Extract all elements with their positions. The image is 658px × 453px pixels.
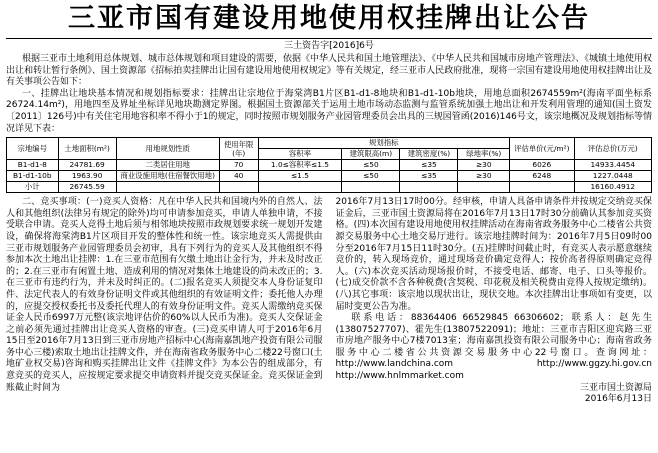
header-price: 评估单价(元/m²)	[510, 138, 575, 160]
header-green: 绿地率(%)	[458, 149, 510, 160]
cell-density: ≤35	[400, 171, 458, 182]
cell-total: 16160.4912	[574, 182, 651, 193]
header-far: 容积率	[258, 149, 342, 160]
header-density: 建筑限高(m)	[342, 149, 400, 160]
cell-price: 6026	[510, 160, 575, 171]
section-two-paragraph: 二、竞买事项：(一)竞买人资格：凡在中华人民共和国境内外的自然人、法人和其他组织(法律另有规定的除外)均可申请参加竞买，申请人单独申请，不接受联合申请。竞买人竞得土地后须与相邻地块按照市政规划要求统一规划开发建设，确保将海棠湾B1片区项目开发的整体性和统一性。该宗地竞买人需提供由三亚市规划服务产业园管理委员会初审，具有下列行为的竞买人及其他组织不得参加本次土地出让挂牌：1.在三亚市范围有欠缴土地出让金行为，并未及时改正的；2.在三亚市有闲置土地、造成利用的情况对集体土地建设的尚未改正的；3.在三亚市有违约行为，并未及时纠正的。(二)报名竞买人须提交本人身份证复印件、法定代表人的有效身份证明文件或其他组织的有效证明文件；委托他人办理的，应提交授权委托书及委托代理人的有效身份证明文件。竞买人需缴纳竞买保证金人民币6997万元整(该宗地评估价的60%以人民币为准)。竞买人交保证金之前必须先通过挂牌出让竞买人资格的审查。(三)竞买申请人可于2016年6月15日至2016年7月13日到三亚市房地产招标中心(海南嘉凯地产投资有限公司服务中心三楼)索取土地出让挂牌文件，并在海南省政务服务中心二楼22号窗口(土地矿业权交易)咨询和购买挂牌出让文件《挂牌文件》为本公告的组成部分，有意竞买的竞买人，应按规定要求提交申请资料并提交竞买保证金。竞买保证金到账截止时间为	[6, 197, 323, 393]
cell-height	[342, 182, 400, 193]
cell-parcel: B1-d1-10b	[7, 171, 59, 182]
contact-paragraph: 联系电话：88364406 66529845 66306602；联系人：赵先生(13807527707)、霍先生(13807522091)；地址：三亚市吉阳区迎宾路三亚市房地产服务中心7楼7013室；海南嘉凯投资有限公司服务中心；海南省政务服务中心二楼省公共资源交易服务中心22号窗口。查询网址：http://www.landchina.com http://www.ggzy.hi.gov.cn http://www.hnlmmarket.com	[335, 313, 652, 382]
announcement-title: 三亚市国有建设用地使用权挂牌出让公告	[68, 3, 590, 34]
table-row-subtotal	[7, 182, 652, 193]
header-planning: 规划指标	[258, 138, 510, 149]
cell-parcel: B1-d1-8	[7, 160, 59, 171]
table-row	[7, 171, 652, 182]
cell-parcel: 小计	[7, 182, 59, 193]
cell-term: 70	[219, 160, 258, 171]
intro-paragraph: 根据三亚市土地利用总体规划、城市总体规划和项目建设的需要，依据《中华人民共和国土地管理法》、《中华人民共和国城市房地产管理法》、《城镇土地使用权出让和转让暂行条例》、国土资源部《招标拍卖挂牌出让国有建设用地使用权规定》等有关规定，经三亚市人民政府批准，现将一宗国有建设用地使用权挂牌出让及有关事项公告如下：	[6, 54, 653, 88]
section-one-paragraph: 一、挂牌出让地块基本情况和规划指标要求：挂牌出让宗地位于海棠湾B1片区B1-d1-8地块和B1-d1-10b地块，用地总面积2674559m²(海南平面坐标系26724.14m²)，用地四至及界址坐标详见地块勘测定界图。根据国土资源部关于运用土地市场动态监测与监管系统加强土地出让和开发利用管理的通知(国土资发〔2011〕126号)中有关住宅用地容积率不得小于1的规定，同时按照市规划服务产业园管理委员会出具的三规园管函(2016)146号文，该宗地概况及规划指标等情况详见下表：	[6, 88, 652, 134]
table-header-row	[7, 138, 652, 149]
cell-far: ≤1.5	[258, 171, 342, 182]
header-term: 使用年限(年)	[219, 138, 258, 160]
section-two-continued: 2016年7月13日17时00分。经审核，申请人具备申请条件并按规定交纳竞买保证金后，三亚市国土资源局将在2016年7月13日17时30分前确认其参加竞买资格。(四)本次国有建设用地使用权挂牌活动在海南省政务服务中心二楼省公共资源交易服务中心土地交易厅进行。该宗地挂牌时间为：2016年7月5日09时00分至2016年7月15日11时30分。(五)挂牌时间截止时，有竞买人表示愿意继续竞价的，转入现场竞价，通过现场竞价确定竞得人；按价高者得原则确定竞得人。(六)本次竞买活动现场报价时，不接受电话、邮寄、电子、口头等报价。(七)成交价款不含各种税费(含契税、印花税及相关税费由竞得人按规定缴纳)。(八)其它事项：该宗地以现状出让，现状交地。本次挂牌出让事项如有变更，以届时变更公告为准。	[335, 197, 652, 312]
cell-total: 1227.0448	[574, 171, 651, 182]
cell-green: ≥30	[458, 160, 510, 171]
header-use: 用地规划性质	[116, 138, 219, 160]
cell-far	[258, 182, 342, 193]
header-area: 土地面积(m²)	[58, 138, 116, 160]
cell-area: 1963.90	[58, 171, 116, 182]
cell-use	[116, 182, 219, 193]
cell-density: ≤35	[400, 160, 458, 171]
cell-height: ≤50	[342, 171, 400, 182]
header-coverage: 建筑密度(%)	[400, 149, 458, 160]
table-row	[7, 160, 652, 171]
left-column	[6, 197, 323, 406]
cell-density	[400, 182, 458, 193]
cell-price	[510, 182, 575, 193]
header-parcel: 宗地编号	[7, 138, 59, 160]
parcel-table	[6, 137, 652, 193]
cell-green	[458, 182, 510, 193]
cell-far: 1.0≤容积率≤1.5	[258, 160, 342, 171]
cell-height: ≤50	[342, 160, 400, 171]
document-number: 三土资告字[2016]6号	[284, 41, 374, 51]
cell-use: 二类居住用地	[116, 160, 219, 171]
signature-org: 三亚市国土资源局	[579, 382, 652, 393]
title-rule	[6, 38, 652, 39]
cell-area: 24781.69	[58, 160, 116, 171]
cell-term: 40	[219, 171, 258, 182]
cell-use: 商业设施用地(住宿餐饮用地)	[116, 171, 219, 182]
cell-area: 26745.59	[58, 182, 116, 193]
cell-term	[219, 182, 258, 193]
header-total: 评估总价(万元)	[574, 138, 651, 160]
right-column	[335, 197, 652, 406]
body-columns	[6, 197, 652, 406]
signature-date: 2016年6月13日	[584, 394, 652, 405]
cell-total: 14933.4454	[574, 160, 651, 171]
cell-green: ≥30	[458, 171, 510, 182]
cell-price: 6248	[510, 171, 575, 182]
